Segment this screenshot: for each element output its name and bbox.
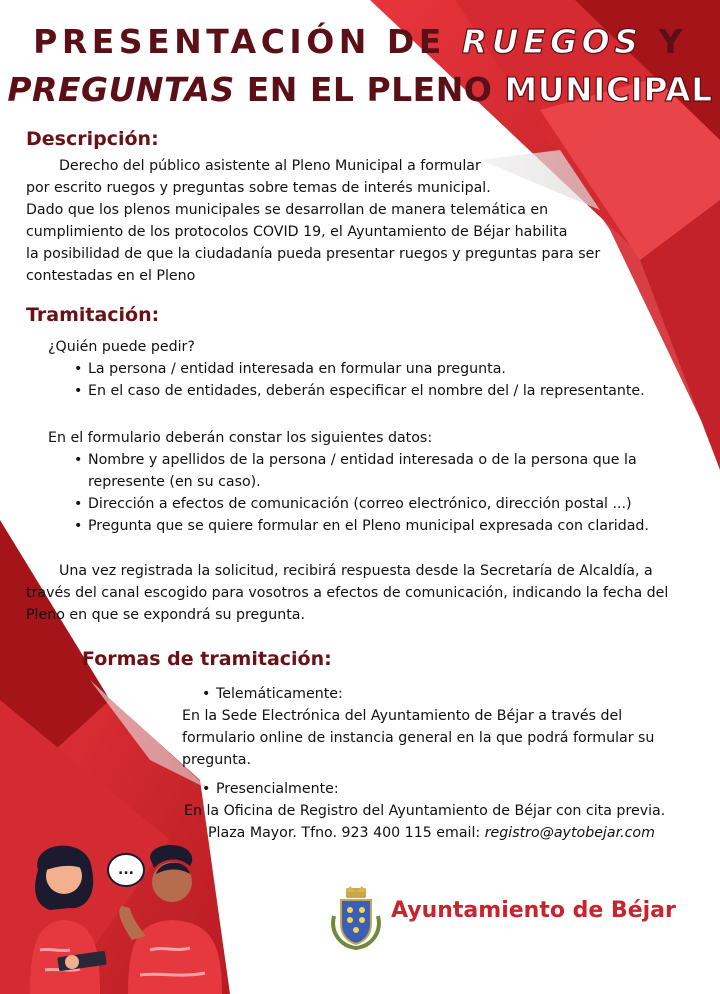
telematic-label: • Telemáticamente: <box>202 683 343 705</box>
who-can-apply-list <box>74 358 645 402</box>
list-item: • Dirección a efectos de comunicación (correo electrónico, dirección postal ...) <box>74 493 649 515</box>
list-item: • En el caso de entidades, deberán especificar el nombre del / la representante. <box>74 380 645 402</box>
coat-of-arms-icon <box>330 886 382 950</box>
title-accent-ruegos: RUEGOS <box>461 22 643 61</box>
telematic-description: En la Sede Electrónica del Ayuntamiento de Béjar a través del formulario online de instancia general en la que podrá formular su pregunta. <box>182 708 655 768</box>
list-item: • La persona / entidad interesada en formular una pregunta. <box>74 358 645 380</box>
descripcion-heading: Descripción: <box>26 128 159 150</box>
title-accent-municipal: MUNICIPAL <box>504 70 713 109</box>
page-title-line-1: PRESENTACIÓN DE RUEGOS Y <box>33 22 687 61</box>
question-who-can-apply: ¿Quién puede pedir? <box>48 339 195 355</box>
people-illustration-icon <box>0 830 290 994</box>
telematic-option <box>202 683 343 705</box>
in-person-option <box>202 778 339 800</box>
page-title-line-2: PREGUNTAS EN EL PLENO MUNICIPAL <box>7 70 713 109</box>
in-person-label: • Presencialmente: <box>202 778 339 800</box>
speech-bubble: ... <box>118 862 134 878</box>
list-item: • Nombre y apellidos de la persona / entidad interesada o de la persona que la represente (en su caso). <box>74 449 649 493</box>
email-link[interactable]: registro@aytobejar.com <box>484 825 655 841</box>
tramitacion-heading: Tramitación: <box>26 304 160 326</box>
formas-heading: Formas de tramitación: <box>82 648 332 670</box>
descripcion-text: Derecho del público asistente al Pleno Municipal a formular por escrito ruegos y preguntas sobre temas de interés municipal. Dado que los plenos municipales se desarrollan de manera telemática en cumplimiento de los protocolos COVID 19, el Ayuntamiento de Béjar habilita la posibilidad de que la ciudadanía pueda presentar ruegos y preguntas para ser contestadas en el Pleno <box>26 158 601 284</box>
organization-name: Ayuntamiento de Béjar <box>391 898 676 923</box>
required-data-intro: En el formulario deberán constar los siguientes datos: <box>48 430 433 446</box>
list-item: • Pregunta que se quiere formular en el Pleno municipal expresada con claridad. <box>74 515 649 537</box>
in-person-description: En la Oficina de Registro del Ayuntamiento de Béjar con cita previa. Plaza Mayor. Tfno. 923 400 115 email: registro@aytobejar.com <box>184 803 666 841</box>
closing-paragraph: Una vez registrada la solicitud, recibirá respuesta desde la Secretaría de Alcaldía, a través del canal escogido para vosotros a efectos de comunicación, indicando la fecha del Pleno en que se expondrá su pregunta. <box>26 563 669 623</box>
required-data-list <box>74 449 649 537</box>
